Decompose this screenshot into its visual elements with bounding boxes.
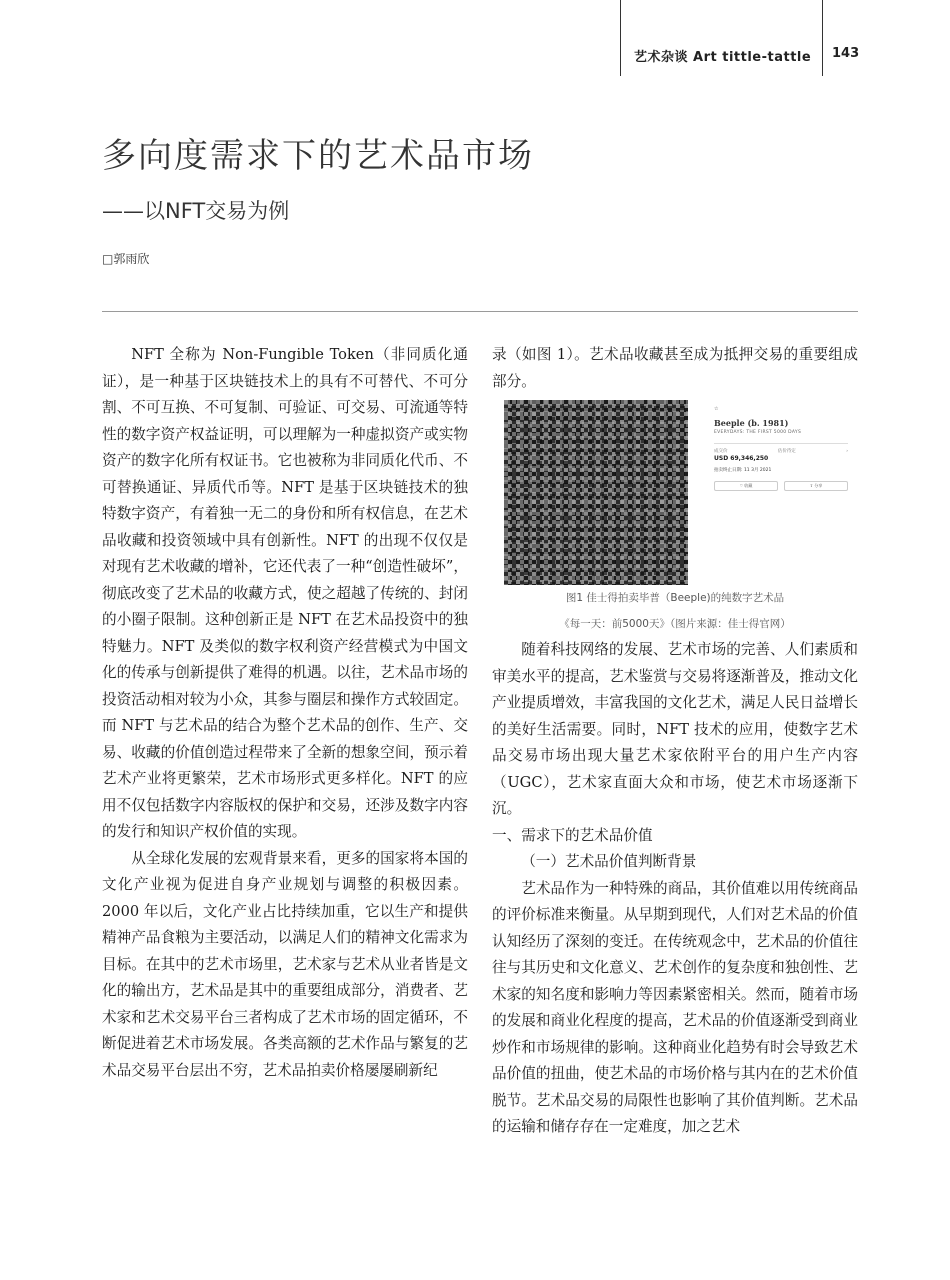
auction-end-date: 拍卖终止日期: 11 3月 2021 bbox=[714, 468, 772, 473]
body-column-right bbox=[492, 637, 858, 1141]
paragraph: 从全球化发展的宏观背景来看，更多的国家将本国的文化产业视为促进自身产业规划与调整的积极因素。2000 年以后，文化产业占比持续加重，它以生产和提供精神产品食粮为主要活动，以满足人们的精神文化需求为目标。在其中的艺术市场里，艺术家与艺术从业者皆是文化的输出方，艺术品是其中的重要组成部分，消费者、艺术家和艺术交易平台三者构成了艺术市场的固定循环，不断促进着艺术市场发展。各类高额的艺术作品与繁复的艺术品交易平台层出不穷，艺术品拍卖价格屡屡刷新纪 bbox=[102, 849, 468, 1079]
estimate-label: 估价待定 bbox=[777, 449, 796, 454]
figure-caption-line1: 图1 佳士得拍卖毕普（Beeple)的纯数字艺术品 bbox=[565, 592, 785, 604]
artwork-title: EVERYDAYS: THE FIRST 5000 DAYS bbox=[714, 430, 802, 435]
artist-name: Beeple (b. 1981) bbox=[714, 418, 789, 428]
title-rule bbox=[102, 311, 858, 312]
article-subtitle: ——以NFT交易为例 bbox=[102, 199, 290, 223]
figure-1 bbox=[504, 400, 848, 585]
panel-divider bbox=[714, 443, 848, 444]
header-divider-right bbox=[822, 0, 823, 76]
body-column-right-top bbox=[492, 342, 858, 395]
page-number: 143 bbox=[832, 46, 860, 61]
price-label: 成交价 bbox=[714, 449, 728, 454]
share-button: ⇧ 分享 bbox=[784, 481, 848, 491]
auction-info-panel bbox=[714, 406, 848, 576]
header-divider-left bbox=[620, 0, 621, 76]
follow-button: ♡ 收藏 bbox=[714, 481, 778, 491]
realised-price: USD 69,346,250 bbox=[714, 455, 769, 462]
figure-caption-line2: 《每一天：前5000天》（图片来源：佳士得官网） bbox=[559, 618, 791, 630]
paragraph: NFT 全称为 Non-Fungible Token（非同质化通证），是一种基于区块链技术上的具有不可替代、不可分割、不可互换、不可复制、可验证、可交易、可流通等特性的数字资产权益证明，可以理解为一种虚拟资产或实物资产的数字化所有权证书。它也被称为非同质化代币、不可替换通证、异质代币等。NFT 是基于区块链技术的独特数字资产，有着独一无二的身份和所有权信息，在艺术品收藏和投资领域中具有创新性。NFT 的出现不仅仅是对现有艺术收藏的增补，它还代表了一种“创造性破坏”，彻底改变了艺术品的收藏方式，使之超越了传统的、封闭的小圈子限制。这种创新正是 NFT 在艺术品投资中的独特魅力。NFT 及类似的数字权利资产经营模式为中国文化的传承与创新提供了难得的机遇。以往，艺术品市场的投资活动相对较为小众，其参与圈层和操作方式较固定。而 NFT 与艺术品的结合为整个艺术品的创作、生产、交易、收藏的价值创造过程带来了全新的想象空间，预示着艺术产业将更繁荣，艺术市场形式更多样化。NFT 的应用不仅包括数字内容版权的保护和交易，还涉及数字内容的发行和知识产权价值的实现。 bbox=[102, 346, 468, 840]
paragraph: 随着科技网络的发展、艺术市场的完善、人们素质和审美水平的提高，艺术鉴赏与交易将逐渐普及，推动文化产业提质增效，丰富我国的文化艺术，满足人民日益增长的美好生活需要。同时，NFT 技术的应用，使数字艺术品交易市场出现大量艺术家依附平台的用户生产内容（UGC），艺术家直面大众和市场，使艺术市场逐渐下沉。 bbox=[492, 641, 858, 817]
article-title: 多向度需求下的艺术品市场 bbox=[102, 136, 534, 176]
info-icon: › bbox=[846, 448, 848, 454]
artwork-mosaic-image bbox=[504, 400, 688, 585]
panel-actions bbox=[714, 481, 848, 491]
favorite-star-icon: ☆ bbox=[714, 406, 719, 412]
running-header-section: 艺术杂谈 Art tittle-tattle bbox=[634, 50, 812, 65]
body-column-left bbox=[102, 342, 468, 1084]
paragraph: 艺术品作为一种特殊的商品，其价值难以用传统商品的评价标准来衡量。从早期到现代，人们对艺术品的价值认知经历了深刻的变迁。在传统观念中，艺术品的价值往往与其历史和文化意义、艺术创作的复杂度和独创性、艺术家的知名度和影响力等因素紧密相关。然而，随着市场的发展和商业化程度的提高，艺术品的价值逐渐受到商业炒作和市场规律的影响。这种商业化趋势有时会导致艺术品价值的扭曲，使艺术品的市场价格与其内在的艺术价值脱节。艺术品交易的局限性也影响了其价值判断。艺术品的运输和储存存在一定难度，加之艺术 bbox=[492, 879, 858, 1135]
price-label-row bbox=[714, 448, 848, 454]
subsection-heading: （一）艺术品价值判断背景 bbox=[521, 853, 697, 870]
paragraph: 录（如图 1）。艺术品收藏甚至成为抵押交易的重要组成部分。 bbox=[492, 346, 858, 390]
article-author: □郭雨欣 bbox=[102, 252, 150, 266]
section-heading: 一、需求下的艺术品价值 bbox=[492, 826, 653, 844]
